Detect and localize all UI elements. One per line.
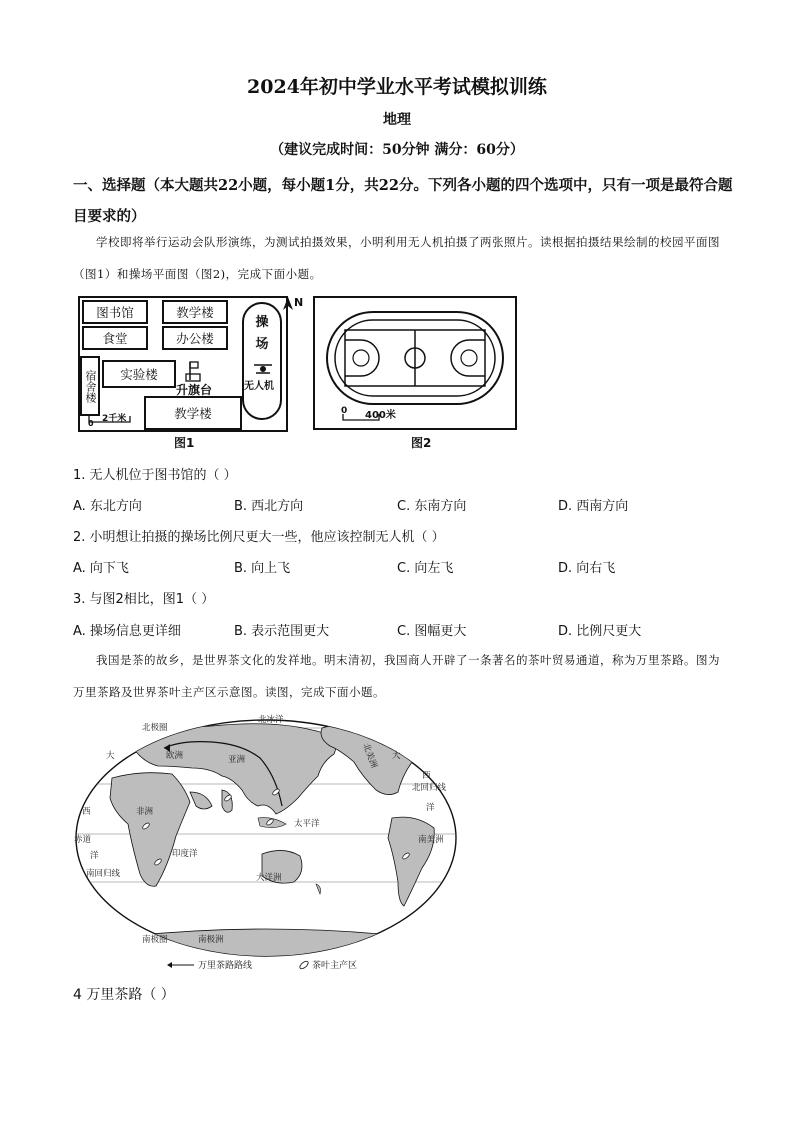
scale-bar bbox=[88, 414, 132, 424]
label-tropic-north: 北回归线 bbox=[412, 783, 447, 793]
question-1-option-c[interactable]: C. 东南方向 bbox=[397, 499, 467, 514]
label-indian-ocean: 印度洋 bbox=[172, 849, 198, 859]
flag-icon bbox=[182, 360, 206, 382]
section-heading: 一、选择题（本大题共22小题，每小题1分，共22分。下列各小题的四个选项中，只有一项是最符合题目要求的） bbox=[73, 177, 733, 225]
label-arctic-circle: 北极圈 bbox=[142, 723, 168, 733]
figure-2 bbox=[313, 296, 517, 430]
office-building: 办公楼 bbox=[162, 326, 228, 350]
label-antarctic-circle: 南极圈 bbox=[142, 935, 168, 945]
question-3-stem: 3. 与图2相比，图1（ ） bbox=[73, 592, 215, 607]
scale-zero: 0 bbox=[88, 419, 94, 428]
label-pacific: 太平洋 bbox=[294, 819, 320, 829]
canteen-building: 食堂 bbox=[82, 326, 148, 350]
question-3-option-b[interactable]: B. 表示范围更大 bbox=[234, 624, 330, 639]
drone-label: 无人机 bbox=[244, 381, 274, 392]
fig2-scale-label: 400米 bbox=[365, 410, 396, 421]
label-africa: 非洲 bbox=[136, 807, 154, 817]
question-2-option-a[interactable]: A. 向下飞 bbox=[73, 561, 129, 576]
label-equator: 赤道 bbox=[74, 835, 92, 845]
question-3-option-d[interactable]: D. 比例尺更大 bbox=[558, 624, 642, 639]
subject-label: 地理 bbox=[383, 112, 411, 128]
label-south-america: 南美洲 bbox=[418, 835, 444, 845]
library-building: 图书馆 bbox=[82, 300, 148, 324]
drone-icon bbox=[253, 362, 273, 376]
figure-1 bbox=[78, 296, 304, 432]
label-atlantic-left-3: 洋 bbox=[90, 851, 99, 861]
legend-tea-label: 茶叶主产区 bbox=[312, 961, 358, 971]
lab-building: 实验楼 bbox=[102, 360, 176, 388]
figure-2-caption: 图2 bbox=[411, 436, 432, 450]
teaching-building-top: 教学楼 bbox=[162, 300, 228, 324]
label-europe: 欧洲 bbox=[166, 751, 184, 761]
exam-note: （建议完成时间：50分钟 满分：60分） bbox=[270, 142, 524, 158]
question-3-option-c[interactable]: C. 图幅更大 bbox=[397, 624, 467, 639]
figure-1-caption: 图1 bbox=[174, 436, 195, 450]
label-atlantic-right-2: 西 bbox=[422, 771, 431, 781]
playground-label: 操场 bbox=[255, 315, 269, 352]
passage-2: 我国是茶的故乡，是世界茶文化的发祥地。明末清初，我国商人开辟了一条著名的茶叶贸易通道，称为万里茶路。图为万里茶路及世界茶叶主产区示意图。读图，完成下面小题。 bbox=[73, 653, 720, 699]
label-atlantic-right-1: 大 bbox=[392, 751, 401, 761]
label-antarctica: 南极洲 bbox=[198, 935, 224, 945]
passage-1: 学校即将举行运动会队形演练，为测试拍摄效果，小明利用无人机拍摄了两张照片。读根据拍摄结果绘制的校园平面图（图1）和操场平面图（图2)，完成下面小题。 bbox=[73, 235, 720, 281]
dorm-building: 宿舍楼 bbox=[80, 356, 100, 416]
label-north-america: 北美洲 bbox=[360, 742, 379, 770]
fig2-scale-zero: 0 bbox=[341, 406, 348, 416]
flag-label: 升旗台 bbox=[176, 383, 213, 397]
label-atlantic-left-2: 西 bbox=[82, 807, 91, 817]
label-arctic-ocean: 北冰洋 bbox=[258, 715, 284, 725]
label-atlantic-right-3: 洋 bbox=[426, 803, 435, 813]
question-4-stem: 4 万里茶路（ ） bbox=[73, 987, 175, 1003]
north-label: N bbox=[294, 296, 304, 309]
question-2-option-b[interactable]: B. 向上飞 bbox=[234, 561, 291, 576]
world-tea-map bbox=[72, 706, 460, 978]
question-1-stem: 1. 无人机位于图书馆的（ ） bbox=[73, 468, 237, 483]
label-oceania: 大洋洲 bbox=[256, 873, 282, 883]
label-tropic-south: 南回归线 bbox=[86, 869, 121, 879]
legend-tea-icon bbox=[298, 959, 310, 971]
question-1-option-d[interactable]: D. 西南方向 bbox=[558, 499, 629, 514]
label-asia: 亚洲 bbox=[228, 755, 246, 765]
legend-route-label: 万里茶路路线 bbox=[198, 961, 253, 971]
question-1-option-a[interactable]: A. 东北方向 bbox=[73, 499, 142, 514]
label-atlantic-left-1: 大 bbox=[106, 751, 115, 761]
question-3-option-a[interactable]: A. 操场信息更详细 bbox=[73, 624, 181, 639]
scale-label: 2千米 bbox=[102, 414, 127, 424]
teaching-building-bottom: 教学楼 bbox=[144, 396, 242, 430]
question-2-option-d[interactable]: D. 向右飞 bbox=[558, 561, 616, 576]
question-2-stem: 2. 小明想让拍摄的操场比例尺更大一些，他应该控制无人机（ ） bbox=[73, 530, 445, 545]
question-2-option-c[interactable]: C. 向左飞 bbox=[397, 561, 454, 576]
page-title: 2024年初中学业水平考试模拟训练 bbox=[247, 76, 547, 98]
legend-route-icon bbox=[166, 960, 196, 970]
question-1-option-b[interactable]: B. 西北方向 bbox=[234, 499, 304, 514]
